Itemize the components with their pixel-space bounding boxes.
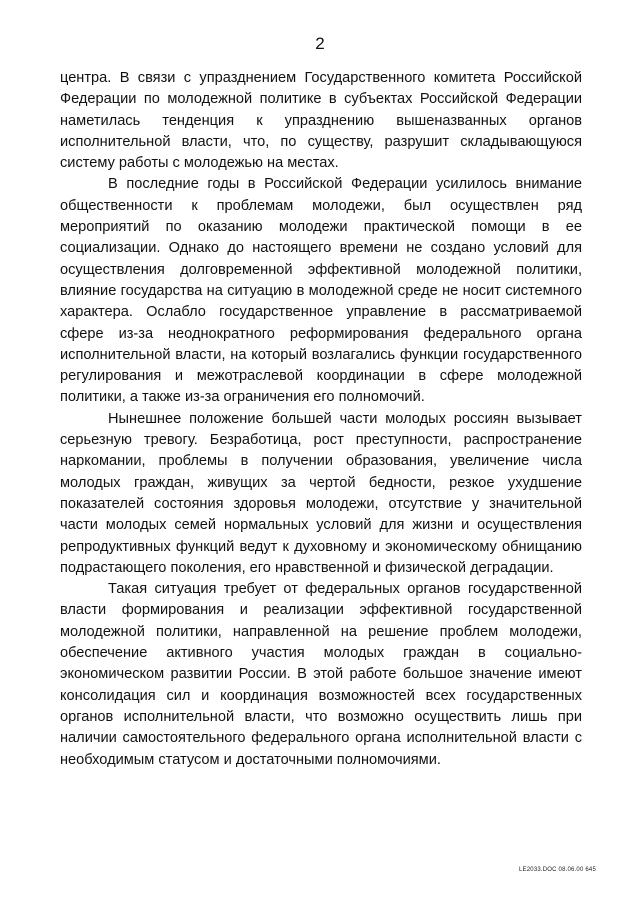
paragraph: В последние годы в Российской Федерации усилилось внимание общественности к проблемам молодежи, был осуществлен ряд мероприятий по оказанию молодежи практической помощи в ее социализации. Однако до настоящего времени не создано условий для осуществления долговременной эффективной молодежной политики, влияние государства на ситуацию в молодежной среде не носит системного характера. Ослабло государственное управление в рассматриваемой сфере из-за неоднократного реформирования федерального органа исполнительной власти, на который возлагались функции государственного регулирования и межотраслевой координации в сфере молодежной политики, а также из-за ограничения его полномочий. [60, 176, 582, 406]
document-footer-code: LE2033.DOC 08.06.00 645 [519, 867, 596, 873]
page-number: 2 [315, 34, 325, 53]
paragraph: Такая ситуация требует от федеральных органов государственной власти формирования и реализации эффективной государственной молодежной политики, направленной на решение проблем молодежи, обеспечение активного участия молодых граждан в социально-экономическом развитии России. В этой работе большое значение имеют консолидация сил и координация возможностей всех государственных органов исполнительной власти, что возможно осуществить лишь при наличии самостоятельного федерального органа исполнительной власти с необходимым статусом и достаточными полномочиями. [60, 581, 582, 768]
document-body [60, 68, 582, 771]
paragraph-continuation: центра. В связи с упразднением Государственного комитета Российской Федерации по молодежной политике в субъектах Российской Федерации наметилась тенденция к упразднению вышеназванных органов исполнительной власти, что, по существу, разрушит складывающуюся систему работы с молодежью на местах. [60, 70, 582, 172]
paragraph: Нынешнее положение большей части молодых россиян вызывает серьезную тревогу. Безработица, рост преступности, распространение наркомании, проблемы в получении образования, увеличение числа молодых граждан, живущих за чертой бедности, резкое ухудшение показателей состояния здоровья молодежи, отсутствие у значительной части молодых семей нормальных условий для жизни и осуществления репродуктивных функций ведут к духовному и экономическому обнищанию подрастающего поколения, его нравственной и физической деградации. [60, 410, 582, 576]
